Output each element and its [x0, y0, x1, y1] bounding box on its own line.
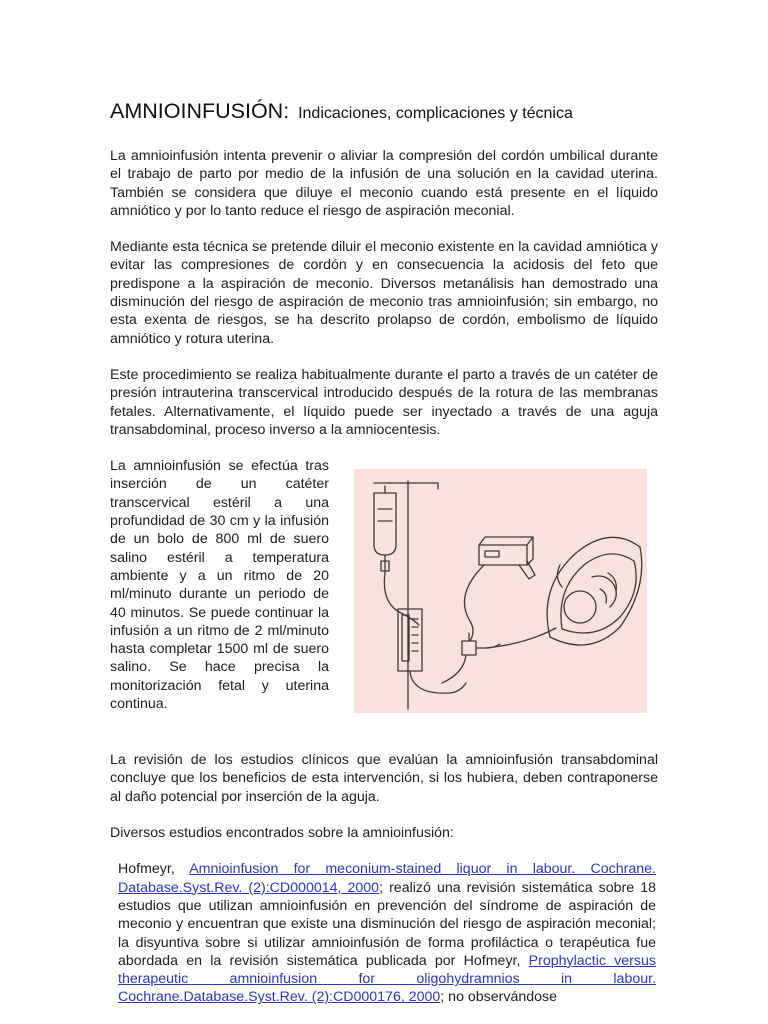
- paragraph-2: Mediante esta técnica se pretende diluir el meconio existente en la cavidad amniótica y evitar las compresiones de cordón y en consecuencia la acidosis del feto que predispone a la aspiración de meconio. Diversos metanálisis han demostrado una disminución del riesgo de aspiración de meconio tras amnioinfusión; sin embargo, no esta exenta de riesgos, se ha descrito prolapso de cordón, embolismo de líquido amniótico y rotura uterina.: [110, 239, 658, 347]
- amnioinfusion-diagram: [354, 469, 647, 713]
- document-title: [110, 95, 658, 126]
- reference-paragraph: [118, 860, 656, 1006]
- saline-bag: [374, 493, 396, 555]
- title-main: AMNIOINFUSIÓN: [110, 99, 284, 123]
- monitor: [479, 545, 527, 565]
- title-subtitle: Indicaciones, complicaciones y técnica: [298, 105, 573, 122]
- procedure-paragraph: La amnioinfusión se efectúa tras inserción de un catéter transcervical estéril a una profundidad de 30 cm y la infusión de un bolo de 800 ml de suero salino estéril a temperatura ambiente y a un ritmo de 20 ml/minuto durante un periodo de 40 minutos. Se puede continuar la infusión a un ritmo de 2 ml/minuto hasta completar 1500 ml de suero salino. Se hace precisa la monitorización fetal y uterina continua.: [110, 458, 329, 713]
- title-colon: :: [283, 99, 290, 123]
- monitor-cable: [464, 565, 484, 641]
- references-block: [118, 860, 656, 1006]
- reference-link-meconium[interactable]: Amnioinfusion for meconium-stained liquor in labour. Cochrane. Database.Syst.Rev. (2):CD000014, 2000: [118, 861, 656, 896]
- paragraph-1: La amnioinfusión intenta prevenir o aliviar la compresión del cordón umbilical durante el trabajo de parto por medio de la infusión de una solución en la cavidad uterina. También se considera que diluye el meconio cuando está presente en el líquido amniótico y por lo tanto reduce el riesgo de aspiración meconial.: [110, 148, 658, 219]
- reference-text-2: ; realizó una revisión sistemática sobre 18 estudios que utilizan amnioinfusión en prevención del síndrome de aspiración de meconio y encuentran que existe una disminución del riesgo de aspiración meconial; la disyuntiva sobre si utilizar amnioinfusión de forma profiláctica o terapéutica fue abordada en la revisión sistemática publicada por Hofmeyr,: [118, 879, 656, 969]
- paragraph-transabdominal: La revisión de los estudios clínicos que evalúan la amnioinfusión transabdominal concluye que los beneficios de esta intervención, si los hubiera, deben contraponerse al daño potencial por inserción de la aguja.: [110, 752, 658, 805]
- paragraph-3: Este procedimiento se realiza habitualmente durante el parto a través de un catéter de presión intrauterina transcervical introducido después de la rotura de las membranas fetales. Alternativamente, el líquido puede ser inyectado a través de una aguja transabdominal, proceso inverso a la amniocentesis.: [110, 366, 658, 438]
- amnioinfusion-illustration: [354, 469, 647, 713]
- studies-intro: Diversos estudios encontrados sobre la amnioinfusión:: [110, 825, 454, 842]
- stopcock: [462, 641, 476, 655]
- reference-text-1: Hofmeyr,: [118, 861, 190, 878]
- pump-tubing: [410, 671, 466, 693]
- text-with-figure: [110, 457, 658, 732]
- reference-text-3: ; no observándose: [440, 989, 558, 1006]
- reference-link-prophylactic[interactable]: Prophylactic versus therapeutic amnioinfusion for oligohydramnios in labour. Cochrane.Database.Syst.Rev. (2):CD000176, 2000: [118, 952, 656, 1006]
- fetal-head: [564, 591, 596, 623]
- catheter: [486, 628, 556, 648]
